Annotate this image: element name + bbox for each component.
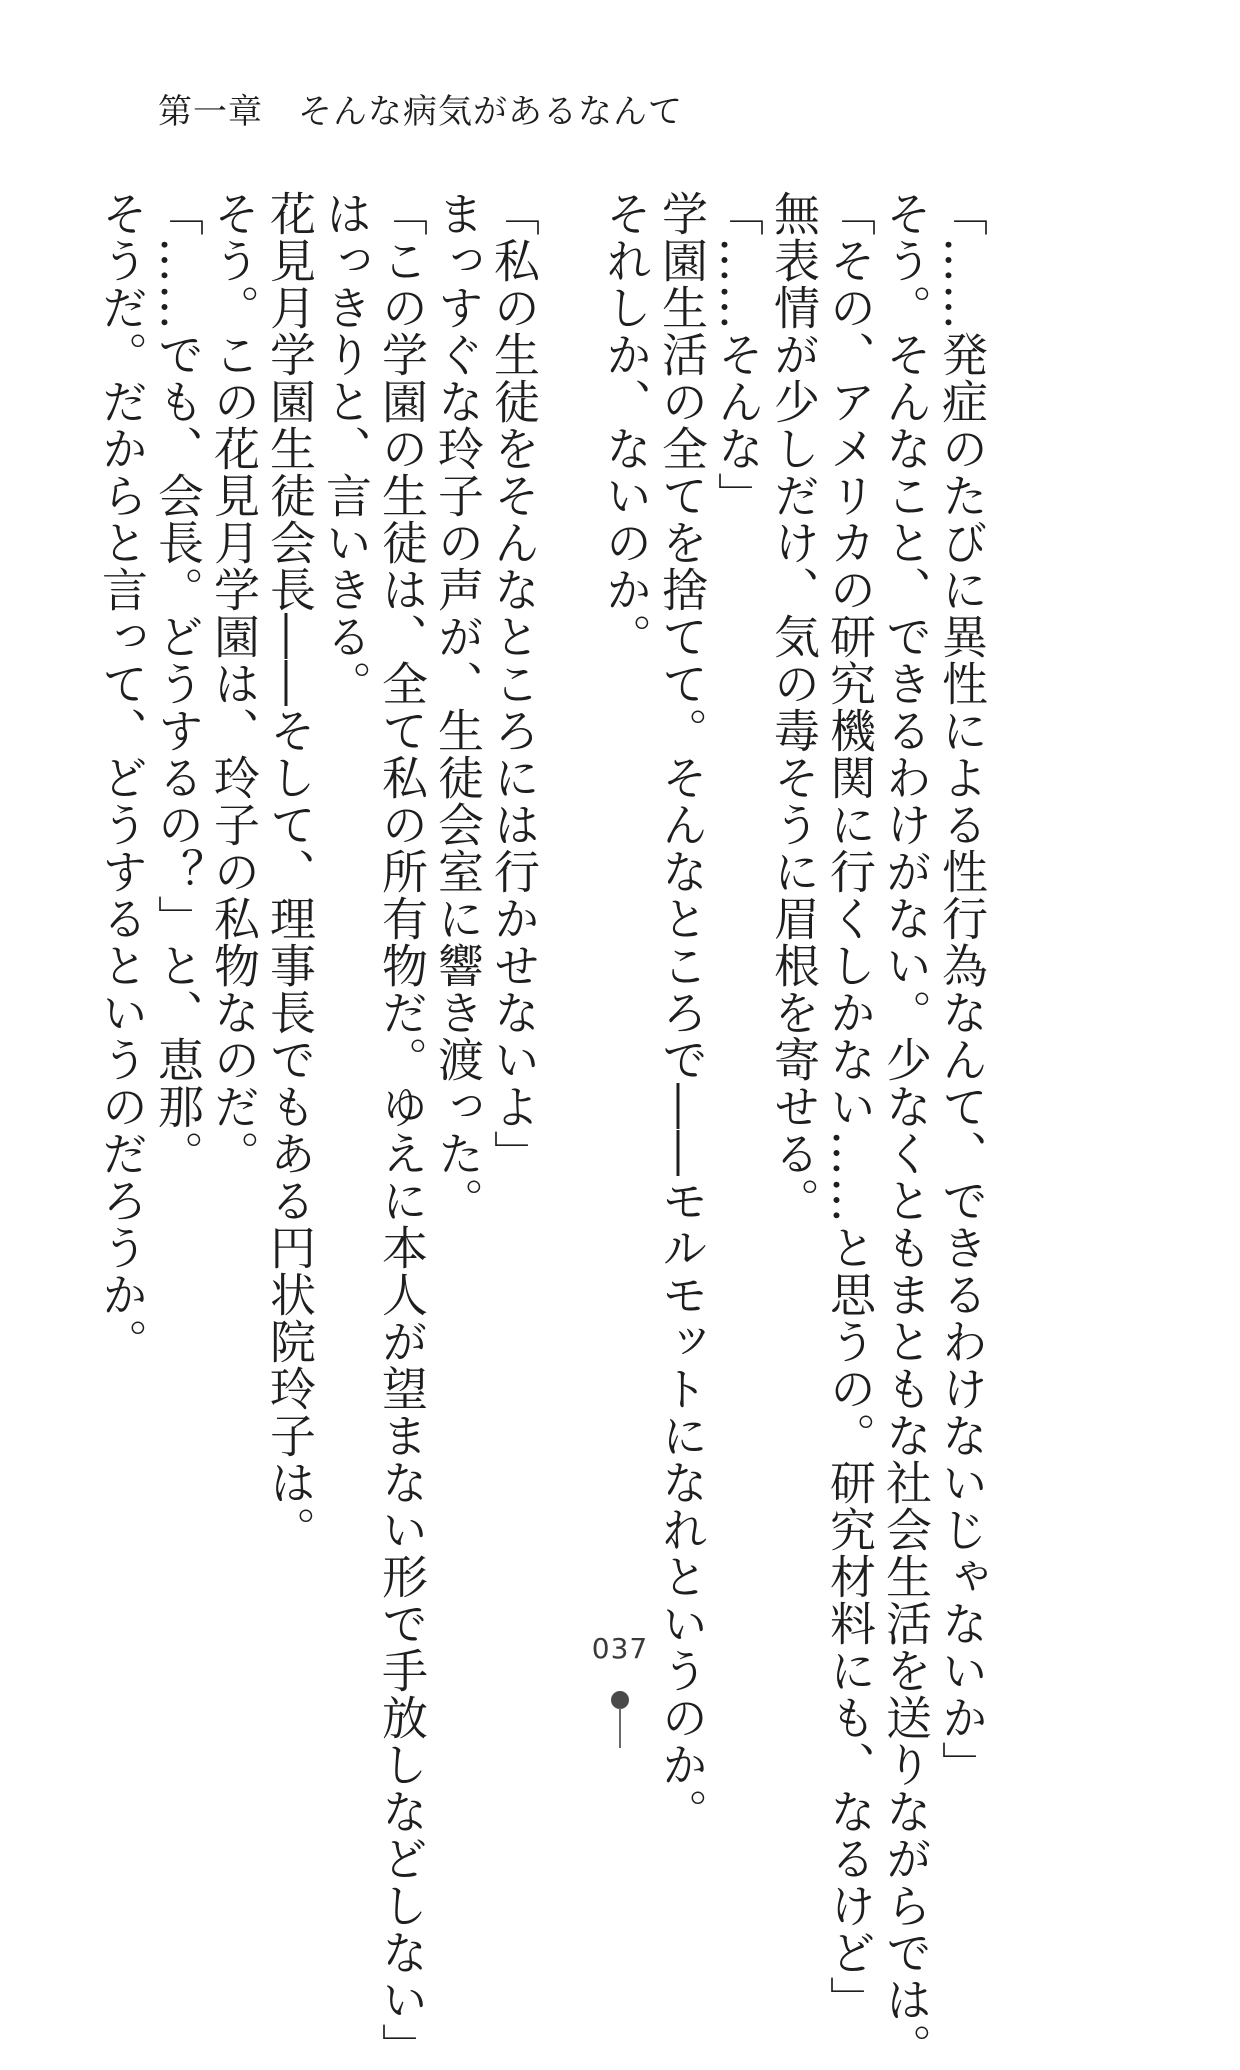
text-line: 無表情が少しだけ、気の毒そうに眉根を寄せる。 (767, 190, 821, 1224)
chapter-title: 第一章 そんな病気があるなんて (158, 92, 683, 132)
text-line: 「私の生徒をそんなところには行かせないよ」 (487, 190, 541, 1177)
text-line: まっすぐな玲子の声が、生徒会室に響き渡った。 (431, 190, 485, 1224)
page-marker-dot (611, 1691, 629, 1709)
text-line: 花見月学園生徒会長――そして、理事長でもある円状院玲子は。 (263, 190, 317, 1553)
text-line: 「その、アメリカの研究機関に行くしかない……と思うの。研究材料にも、なるけど」 (823, 190, 877, 2023)
text-line: そう。そんなこと、できるわけがない。少なくともまともな社会生活を送りながらでは。 (879, 190, 933, 2070)
text-line: 「……そんな」 (711, 190, 765, 519)
text-line: 「……発症のたびに異性による性行為なんて、できるわけないじゃないか」 (935, 190, 989, 1788)
text-line: 「この学園の生徒は、全て私の所有物だ。ゆえに本人が望まない形で手放しなどしない」 (375, 190, 429, 2070)
text-line: 学園生活の全てを捨てて。そんなところで――モルモットになれというのか。 (655, 190, 709, 1835)
text-line: 「……でも、会長。どうするの？」と、恵那。 (151, 190, 205, 1177)
text-line: はっきりと、言いきる。 (319, 190, 373, 707)
page-number: 037 (591, 1632, 649, 1665)
text-line: それしか、ないのか。 (599, 190, 653, 660)
page-marker-rule (619, 1708, 621, 1748)
text-line: そう。この花見月学園は、玲子の私物なのだ。 (207, 190, 261, 1177)
blank-line (542, 190, 598, 1520)
text-line: そうだ。だからと言って、どうするというのだろうか。 (95, 190, 149, 1365)
